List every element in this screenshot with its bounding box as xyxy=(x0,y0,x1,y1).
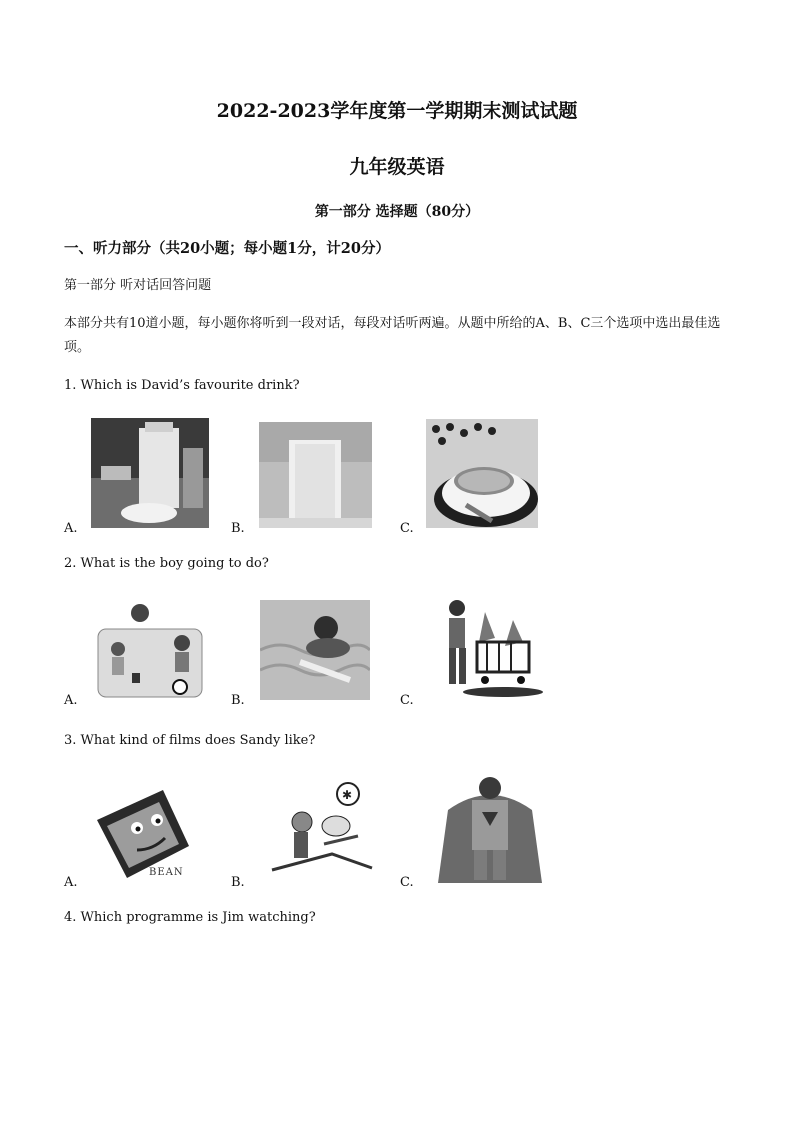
q1-option-b-label[interactable]: B. xyxy=(231,521,245,536)
q2-option-a-label[interactable]: A. xyxy=(64,693,78,708)
question-1: 1. Which is David’s favourite drink? xyxy=(64,378,300,393)
shopping-cart-icon[interactable] xyxy=(431,598,549,700)
question-3: 3. What kind of films does Sandy like? xyxy=(64,733,316,748)
exam-title: 2022-2023学年度第一学期期末测试试题 xyxy=(216,100,578,122)
instructions: 本部分共有10道小题，每小题你将听到一段对话，每段对话听两遍。从题中所给的A、B、C三个选项中选出最佳选项。 xyxy=(64,316,721,355)
exam-subtitle: 九年级英语 xyxy=(349,156,445,178)
cartoon-character-icon[interactable] xyxy=(262,778,380,883)
section-heading: 一、听力部分（共20小题；每小题1分，计20分） xyxy=(64,240,390,257)
q2-option-b-label[interactable]: B. xyxy=(231,693,245,708)
q1-option-a-label[interactable]: A. xyxy=(64,521,78,536)
q3-option-c-label[interactable]: C. xyxy=(400,875,414,890)
milk-bottle-icon[interactable] xyxy=(91,418,209,528)
part-title: 第一部分 选择题（80分） xyxy=(314,204,480,220)
q3-option-a-label[interactable]: A. xyxy=(64,875,78,890)
question-2: 2. What is the boy going to do? xyxy=(64,556,269,571)
water-glass-icon[interactable] xyxy=(259,422,372,528)
q1-option-c-label[interactable]: C. xyxy=(400,521,414,536)
bean-caption: BEAN xyxy=(149,867,184,878)
kids-playing-football-icon[interactable] xyxy=(92,603,206,700)
q3-option-b-label[interactable]: B. xyxy=(231,875,245,890)
question-4: 4. Which programme is Jim watching? xyxy=(64,910,316,925)
subpart-title: 第一部分 听对话回答问题 xyxy=(64,278,212,293)
swimming-icon[interactable] xyxy=(260,600,370,700)
superhero-icon[interactable] xyxy=(430,770,550,883)
q2-option-c-label[interactable]: C. xyxy=(400,693,414,708)
mr-bean-face-icon[interactable] xyxy=(93,786,202,883)
coffee-cup-icon[interactable] xyxy=(426,419,538,528)
svg-text:✱: ✱ xyxy=(342,788,353,802)
